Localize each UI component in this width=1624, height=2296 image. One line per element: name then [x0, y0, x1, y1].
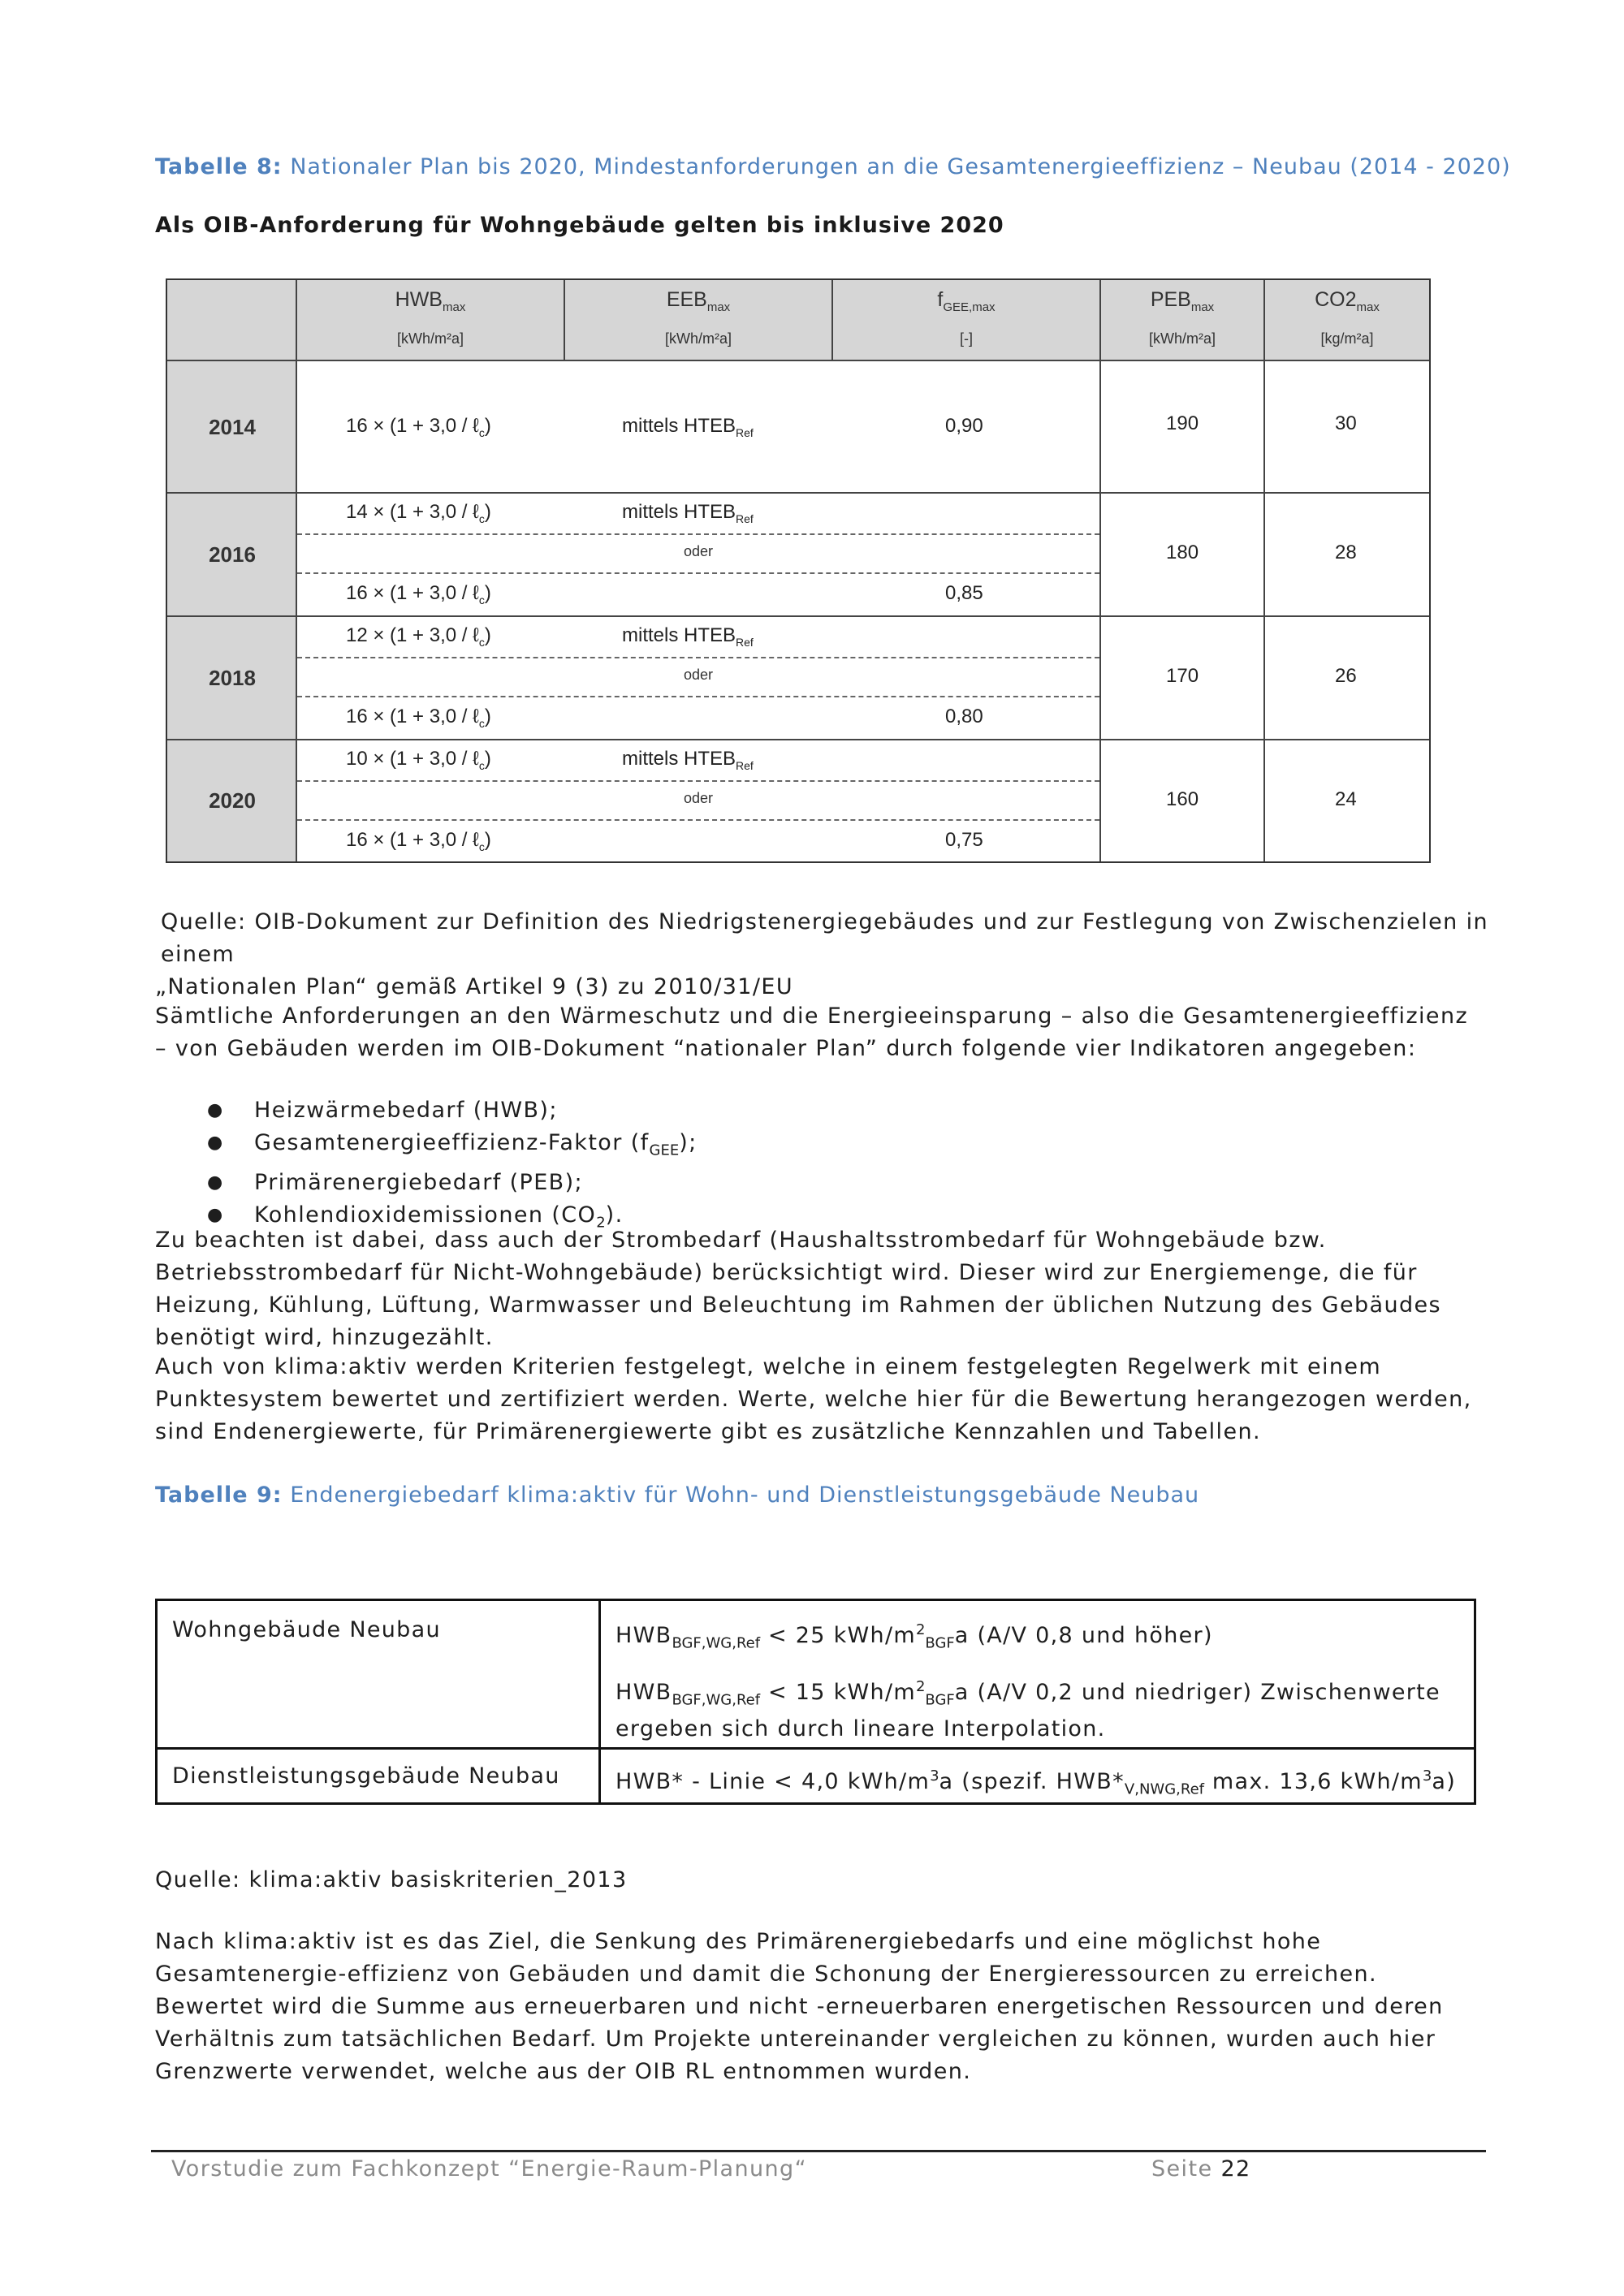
hwb-formula: 12 × (1 + 3,0 / ℓ$_c$): [346, 624, 491, 649]
co2-cell: 24: [1335, 788, 1357, 810]
hwb-formula: 10 × (1 + 3,0 / ℓ$_c$): [346, 748, 491, 772]
fgee-cell: 0,90: [945, 415, 983, 437]
table8-dashed: [297, 696, 1099, 697]
table8-subheading: Als OIB-Anforderung für Wohngebäude gelten bis inklusive 2020: [155, 213, 1004, 238]
oder-label: oder: [683, 667, 714, 683]
table9-row-separator: [158, 1747, 1474, 1750]
table8-caption-text: Nationaler Plan bis 2020, Mindestanforderungen an die Gesamtenergieeffizienz – Neubau (2014 - 2020): [290, 154, 1511, 179]
table8-dashed: [297, 780, 1099, 782]
table8-caption-label: Tabelle 8:: [155, 154, 283, 179]
indicator-list: [155, 1094, 1487, 1240]
table9-row1-value-a: $HWB_{BGF,WG,Ref} < 25$ kWh/$m^2_{BGF}a$ (A/V 0,8 und höher): [615, 1621, 1213, 1652]
fgee-cell: 0,80: [945, 706, 983, 727]
peb-cell: 160: [1166, 788, 1199, 810]
eeb-cell: mittels $HTEB_{Ref}$: [622, 415, 754, 439]
eeb-cell: mittels $HTEB_{Ref}$: [622, 748, 754, 772]
table8-hline: [167, 615, 1429, 617]
source-oib-line2: „Nationalen Plan“ gemäß Artikel 9 (3) zu 2010/31/EU: [155, 974, 794, 999]
table8-hline: [167, 492, 1429, 494]
table9-row2-value: HWB* - Linie < 4,0 kWh/$m^3a$ (spezif. $HWB*_{V,NWG,Ref}$ max. 13,6 kWh/$m^3a$): [615, 1767, 1457, 1798]
hwb-formula: 14 × (1 + 3,0 / ℓ$_c$): [346, 501, 491, 525]
table9-caption-label: Tabelle 9:: [155, 1482, 283, 1508]
paragraph-strombedarf: Zu beachten ist dabei, dass auch der Strombedarf (Haushaltsstrombedarf für Wohngebäude bzw. Betriebsstrombedarf für Nicht-Wohngebäude) berücksichtigt wird. Dieser wird zur Energiemenge, die für Heizung, Kühlung, Lüftung, Warmwasser und Beleuchtung im Rahmen der üblichen Nutzung des Gebäudes benötigt wird, hinzugezählt.: [155, 1228, 1441, 1350]
year-cell: 2016: [167, 493, 297, 616]
hwb-formula: 16 × (1 + 3,0 / ℓ$_c$): [346, 415, 491, 439]
header-fgee: $f_{GEE,max}$: [937, 288, 996, 314]
oder-label: oder: [683, 543, 714, 559]
footer-page: [1151, 2156, 1251, 2182]
table8: [166, 278, 1431, 863]
table8-dashed: [297, 533, 1099, 535]
eeb-cell: mittels $HTEB_{Ref}$: [622, 501, 754, 525]
list-item: ● Kohlendioxidemissionen $(CO_2)$.: [155, 1199, 1487, 1239]
table8-vline: [1263, 280, 1265, 861]
paragraph-primaerenergie: Nach klima:aktiv ist es das Ziel, die Senkung des Primärenergiebedarfs und eine möglichst hohe Gesamtenergie-effizienz von Gebäuden und damit die Schonung der Energieressourcen zu erreichen. Bewertet wird die Summe aus erneuerbaren und nicht -erneuerbaren energetischen Ressourcen und deren Verhältnis zum tatsächlichen Bedarf. Um Projekte untereinander vergleichen zu können, wurden auch hier Grenzwerte verwendet, welche aus der OIB RL entnommen wurden.: [155, 1929, 1444, 2084]
eeb-cell: mittels $HTEB_{Ref}$: [622, 624, 754, 649]
hwb-formula: 16 × (1 + 3,0 / ℓ$_c$): [346, 582, 491, 606]
footer-page-number: 22: [1220, 2156, 1251, 2182]
fgee-cell: 0,75: [945, 829, 983, 851]
source-oib-line1: Quelle: OIB-Dokument zur Definition des Niedrigstenergiegebäudes und zur Festlegung von Zwischenzielen in einem: [161, 909, 1489, 967]
list-item: ● Primärenergiebedarf (PEB);: [155, 1167, 1487, 1199]
footer-rule: [151, 2150, 1486, 2152]
table9: [155, 1599, 1476, 1805]
oder-label: oder: [683, 790, 714, 806]
list-item: ● Heizwärmebedarf (HWB);: [155, 1094, 1487, 1127]
table8-hline: [167, 739, 1429, 740]
hwb-formula: 16 × (1 + 3,0 / ℓ$_c$): [346, 829, 491, 853]
paragraph-klimaaktiv: Auch von klima:aktiv werden Kriterien festgelegt, welche in einem festgelegten Regelwerk mit einem Punktesystem bewertet und zertifiziert werden. Werte, welche hier für die Bewertung herangezogen werden, sind Endenergiewerte, für Primärenergiewerte gibt es zusätzliche Kennzahlen und Tabellen.: [155, 1354, 1472, 1444]
year-cell: 2020: [167, 740, 297, 861]
table9-caption-text: Endenergiebedarf klima:aktiv für Wohn- und Dienstleistungsgebäude Neubau: [290, 1482, 1200, 1508]
table9-caption: [155, 1482, 1199, 1508]
footer-title: Vorstudie zum Fachkonzept “Energie-Raum-Planung“: [171, 2156, 807, 2182]
header-eeb: $EEB_{max}$: [666, 288, 731, 314]
table8-hline: [167, 360, 1429, 361]
table9-col-separator: [598, 1601, 601, 1802]
unit-eeb: [kWh/m²a]: [664, 330, 732, 347]
table9-row1-label: Wohngebäude Neubau: [172, 1617, 441, 1642]
paragraph-indicators: Sämtliche Anforderungen an den Wärmeschutz und die Energieeinsparung – also die Gesamtenergieeffizienz – von Gebäuden werden im OIB-Dokument “nationaler Plan” durch folgende vier Indikatoren angegeben:: [155, 1003, 1469, 1061]
table9-row2-label: Dienstleistungsgebäude Neubau: [172, 1763, 560, 1789]
hwb-formula: 16 × (1 + 3,0 / ℓ$_c$): [346, 706, 491, 730]
fgee-cell: 0,85: [945, 582, 983, 604]
table8-dashed: [297, 657, 1099, 658]
co2-cell: 30: [1335, 412, 1357, 434]
table9-row1-value-b: $HWB_{BGF,WG,Ref} < 15$ kWh/$m^2_{BGF}a$ (A/V 0,2 und niedriger) Zwischenwerte ergeben sich durch lineare Interpolation.: [615, 1678, 1440, 1742]
source-klimaaktiv: Quelle: klima:aktiv basiskriterien_2013: [155, 1867, 628, 1892]
unit-peb: [kWh/m²a]: [1148, 330, 1216, 347]
co2-cell: 26: [1335, 665, 1357, 687]
peb-cell: 180: [1166, 542, 1199, 563]
unit-hwb: [kWh/m²a]: [396, 330, 464, 347]
unit-fgee: [-]: [960, 330, 973, 347]
header-co2: $CO2_{max}$: [1315, 288, 1380, 314]
header-peb: $PEB_{max}$: [1150, 288, 1215, 314]
table8-caption: [155, 154, 1511, 179]
peb-cell: 170: [1166, 665, 1199, 687]
list-item: ● Gesamtenergieeffizienz-Faktor $(f_{GEE})$;: [155, 1127, 1487, 1167]
footer-page-label: Seite: [1151, 2156, 1213, 2182]
unit-co2: [kg/m²a]: [1320, 330, 1374, 347]
year-cell: 2014: [167, 361, 297, 493]
table8-vline: [1099, 280, 1101, 861]
source-oib: [155, 906, 1492, 1003]
year-cell: 2018: [167, 616, 297, 740]
table8-vline: [296, 280, 297, 861]
peb-cell: 190: [1166, 412, 1199, 434]
header-hwb: $HWB_{max}$: [395, 288, 466, 314]
table8-dashed: [297, 819, 1099, 821]
co2-cell: 28: [1335, 542, 1357, 563]
table8-dashed: [297, 572, 1099, 574]
